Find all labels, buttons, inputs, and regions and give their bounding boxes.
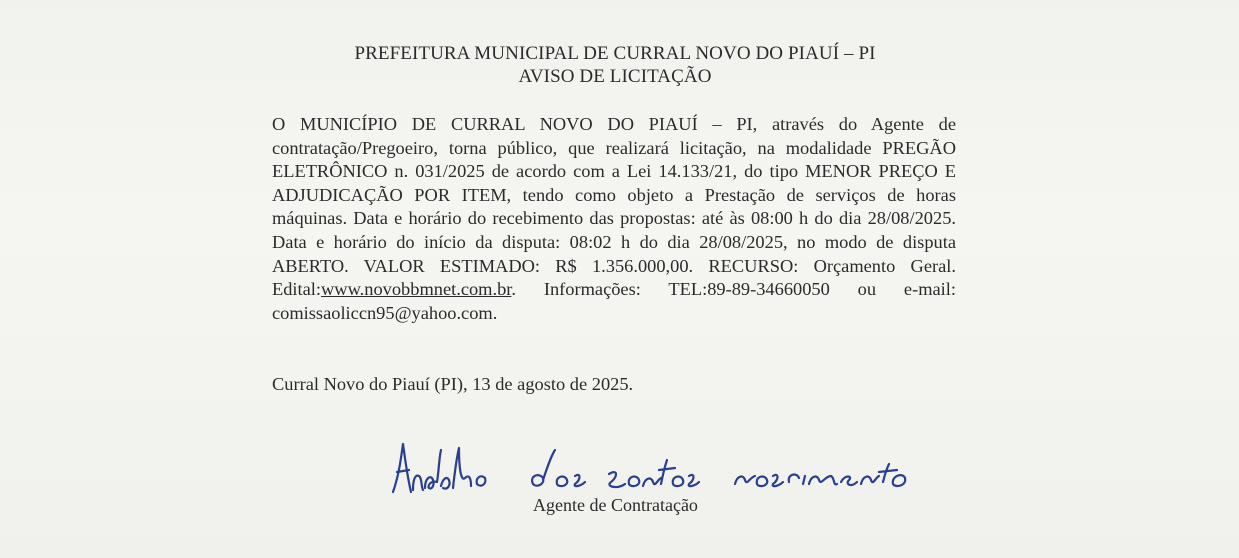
header-notice-title: AVISO DE LICITAÇÃO [518,66,712,87]
notice-body [272,113,956,325]
signer-role: Agente de Contratação [533,495,698,515]
notice-contact-text: . Informações: TEL:89-89-34660050 ou e-mail: comissaoliccn95@yahoo.com. [272,279,956,323]
header-municipality: PREFEITURA MUNICIPAL DE CURRAL NOVO DO PIAUÍ – PI [354,43,876,64]
notice-body-text: O MUNICÍPIO DE CURRAL NOVO DO PIAUÍ – PI, através do Agente de contratação/Pregoeiro, torna público, que realizará licitação, na modalidade PREGÃO ELETRÔNICO n. 031/2025 de acordo com a Lei 14.133/21, do tipo MENOR PREÇO E ADJUDICAÇÃO POR ITEM, tendo como objeto a Prestação de serviços de horas máquinas. Data e horário do recebimento das propostas: até às 08:00 h do dia 28/08/2025. Data e horário do início da disputa: 08:02 h do dia 28/08/2025, no modo de disputa ABERTO. VALOR ESTIMADO: R$ 1.356.000,00. RECURSO: Orçamento Geral. Edital: [272,114,956,300]
place-and-date: Curral Novo do Piauí (PI), 13 de agosto de 2025. [272,374,634,394]
edital-link[interactable]: www.novobbmnet.com.br [321,279,512,300]
